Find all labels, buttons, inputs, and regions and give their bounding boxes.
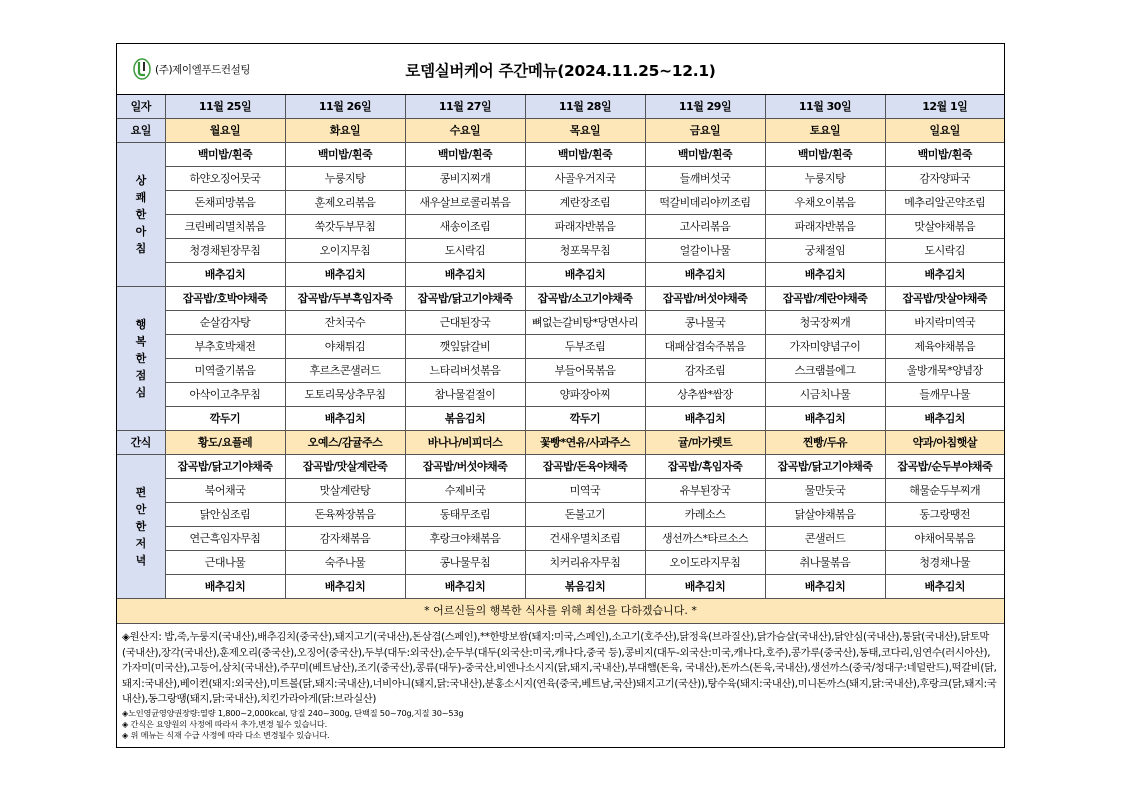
- snack-cell: 오예스/감귤주스: [285, 431, 405, 455]
- breakfast-menu-item: 콩비지찌개: [405, 167, 525, 191]
- breakfast-menu-item: 들깨버섯국: [645, 167, 765, 191]
- dinner-menu-item: 생선까스*타르소스: [645, 527, 765, 551]
- breakfast-menu-item: 배추김치: [405, 263, 525, 287]
- lunch-label-char: 복: [135, 335, 146, 348]
- breakfast-menu-item: 백미밥/흰죽: [405, 143, 525, 167]
- lunch-menu-item: 도토리묵상추무침: [285, 383, 405, 407]
- day-cell: 일요일: [885, 119, 1004, 143]
- breakfast-label: [117, 143, 165, 287]
- breakfast-menu-item: 백미밥/흰죽: [765, 143, 885, 167]
- breakfast-menu-item: 청경채된장무침: [165, 239, 285, 263]
- dinner-label-char: 한: [135, 520, 146, 533]
- dinner-menu-item: 해물순두부찌개: [885, 479, 1004, 503]
- lunch-menu-item: 스크램블에그: [765, 359, 885, 383]
- dinner-menu-item: 수제비국: [405, 479, 525, 503]
- lunch-menu-item: 청국장찌개: [765, 311, 885, 335]
- dinner-row: [117, 551, 1004, 575]
- dinner-menu-item: 콘샐러드: [765, 527, 885, 551]
- dinner-row: [117, 479, 1004, 503]
- breakfast-menu-item: 크린베리멸치볶음: [165, 215, 285, 239]
- lunch-menu-item: 상추쌈*쌈장: [645, 383, 765, 407]
- lunch-row: [117, 383, 1004, 407]
- breakfast-menu-item: 배추김치: [645, 263, 765, 287]
- page-title: 로뎀실버케어 주간메뉴(2024.11.25~12.1): [405, 62, 716, 80]
- date-cell: 11월 30일: [765, 95, 885, 119]
- dinner-label-char: 저: [135, 537, 146, 550]
- breakfast-menu-item: 떡갈비데리야끼조림: [645, 191, 765, 215]
- day-cell: 월요일: [165, 119, 285, 143]
- dinner-row: [117, 503, 1004, 527]
- dinner-menu-item: 돈불고기: [525, 503, 645, 527]
- breakfast-menu-item: 백미밥/흰죽: [285, 143, 405, 167]
- dinner-menu-item: 배추김치: [165, 575, 285, 599]
- breakfast-label-char: 상: [135, 174, 146, 187]
- lunch-menu-item: 깍두기: [525, 407, 645, 431]
- dinner-menu-item: 오이도라지무침: [645, 551, 765, 575]
- breakfast-menu-item: 파래자반볶음: [765, 215, 885, 239]
- dinner-menu-item: 미역국: [525, 479, 645, 503]
- dinner-label-char: 녁: [135, 554, 146, 567]
- snack-cell: 황도/요플레: [165, 431, 285, 455]
- lunch-menu-item: 잡곡밥/호박야채죽: [165, 287, 285, 311]
- dinner-menu-item: 근대나물: [165, 551, 285, 575]
- lunch-menu-item: 들깨무나물: [885, 383, 1004, 407]
- breakfast-menu-item: 오이지무침: [285, 239, 405, 263]
- date-cell: 11월 26일: [285, 95, 405, 119]
- breakfast-menu-item: 쑥갓두부무침: [285, 215, 405, 239]
- dinner-menu-item: 북어채국: [165, 479, 285, 503]
- lunch-menu-item: 바지락미역국: [885, 311, 1004, 335]
- dinner-menu-item: 잡곡밥/흑임자죽: [645, 455, 765, 479]
- menu-sheet: [116, 43, 1005, 748]
- dinner-label-char: 안: [135, 503, 146, 516]
- snack-row: [117, 431, 1004, 455]
- notes-section: [117, 624, 1004, 741]
- dinner-menu-item: 잡곡밥/돈육야채죽: [525, 455, 645, 479]
- date-label: 일자: [117, 95, 165, 119]
- snack-cell: 약과/아침햇살: [885, 431, 1004, 455]
- dinner-row: [117, 575, 1004, 599]
- breakfast-menu-item: 누룽지탕: [285, 167, 405, 191]
- breakfast-menu-item: 백미밥/흰죽: [645, 143, 765, 167]
- lunch-menu-item: 볶음김치: [405, 407, 525, 431]
- dinner-menu-item: 숙주나물: [285, 551, 405, 575]
- footer-message: * 어르신들의 행복한 식사를 위해 최선을 다하겠습니다. *: [117, 599, 1004, 624]
- lunch-menu-item: 대패삼겹숙주볶음: [645, 335, 765, 359]
- breakfast-menu-item: 맛살야채볶음: [885, 215, 1004, 239]
- dinner-menu-item: 청경채나물: [885, 551, 1004, 575]
- lunch-menu-item: 깍두기: [165, 407, 285, 431]
- lunch-menu-item: 감자조림: [645, 359, 765, 383]
- lunch-row: [117, 407, 1004, 431]
- message-row: [117, 599, 1004, 624]
- lunch-menu-item: 후르츠콘샐러드: [285, 359, 405, 383]
- breakfast-menu-item: 새우살브로콜리볶음: [405, 191, 525, 215]
- breakfast-row: [117, 143, 1004, 167]
- lunch-menu-item: 콩나물국: [645, 311, 765, 335]
- dinner-menu-item: 배추김치: [285, 575, 405, 599]
- breakfast-row: [117, 239, 1004, 263]
- dinner-menu-item: 배추김치: [885, 575, 1004, 599]
- day-cell: 토요일: [765, 119, 885, 143]
- dinner-menu-item: 동태무조림: [405, 503, 525, 527]
- breakfast-menu-item: 고사리볶음: [645, 215, 765, 239]
- breakfast-menu-item: 도시락김: [885, 239, 1004, 263]
- dinner-menu-item: 맛살계란탕: [285, 479, 405, 503]
- dinner-label: [117, 455, 165, 599]
- date-cell: 11월 29일: [645, 95, 765, 119]
- dinner-menu-item: 잡곡밥/닭고기야채죽: [165, 455, 285, 479]
- weekly-menu-table: [117, 95, 1004, 624]
- breakfast-menu-item: 배추김치: [525, 263, 645, 287]
- dinner-menu-item: 후랑크야채볶음: [405, 527, 525, 551]
- lunch-menu-item: 양파장아찌: [525, 383, 645, 407]
- breakfast-menu-item: 궁채절임: [765, 239, 885, 263]
- breakfast-row: [117, 191, 1004, 215]
- lunch-menu-item: 잡곡밥/두부흑임자죽: [285, 287, 405, 311]
- lunch-menu-item: 미역줄기볶음: [165, 359, 285, 383]
- lunch-menu-item: 잡곡밥/버섯야채죽: [645, 287, 765, 311]
- breakfast-menu-item: 감자양파국: [885, 167, 1004, 191]
- lunch-menu-item: 잡곡밥/닭고기야채죽: [405, 287, 525, 311]
- nutrition-note: ◈노인영균영양권장량:열량 1,800~2,000kcal, 당질 240~300g, 단백질 50~70g,지질 30~53g: [122, 707, 464, 718]
- snack-label: 간식: [117, 431, 165, 455]
- dinner-menu-item: 잡곡밥/버섯야채죽: [405, 455, 525, 479]
- breakfast-menu-item: 계란장조림: [525, 191, 645, 215]
- lunch-menu-item: 참나물겉절이: [405, 383, 525, 407]
- company-name: (주)제이엘푸드컨설팅: [155, 63, 251, 76]
- dinner-menu-item: 잡곡밥/닭고기야채죽: [765, 455, 885, 479]
- lunch-label-char: 심: [135, 386, 146, 399]
- date-cell: 11월 28일: [525, 95, 645, 119]
- lunch-menu-item: 아삭이고추무침: [165, 383, 285, 407]
- lunch-menu-item: 배추김치: [885, 407, 1004, 431]
- day-cell: 수요일: [405, 119, 525, 143]
- breakfast-menu-item: 배추김치: [165, 263, 285, 287]
- lunch-menu-item: 근대된장국: [405, 311, 525, 335]
- lunch-menu-item: 잡곡밥/소고기야채죽: [525, 287, 645, 311]
- lunch-menu-item: 제육야채볶음: [885, 335, 1004, 359]
- dinner-menu-item: 배추김치: [765, 575, 885, 599]
- snack-cell: 바나나/비피더스: [405, 431, 525, 455]
- dinner-menu-item: 감자채볶음: [285, 527, 405, 551]
- lunch-row: [117, 359, 1004, 383]
- breakfast-menu-item: 백미밥/흰죽: [885, 143, 1004, 167]
- lunch-menu-item: 뼈없는갈비탕*당면사리: [525, 311, 645, 335]
- dinner-menu-item: 콩나물무침: [405, 551, 525, 575]
- date-cell: 11월 25일: [165, 95, 285, 119]
- dinner-menu-item: 잡곡밥/순두부야채죽: [885, 455, 1004, 479]
- lunch-menu-item: 시금치나물: [765, 383, 885, 407]
- breakfast-menu-item: 배추김치: [285, 263, 405, 287]
- lunch-row: [117, 287, 1004, 311]
- date-row: [117, 95, 1004, 119]
- lunch-menu-item: 울방개묵*양념장: [885, 359, 1004, 383]
- dinner-row: [117, 455, 1004, 479]
- dinner-menu-item: 잡곡밥/맛살계란죽: [285, 455, 405, 479]
- dinner-row: [117, 527, 1004, 551]
- lunch-menu-item: 깻잎닭갈비: [405, 335, 525, 359]
- dinner-menu-item: 닭안심조림: [165, 503, 285, 527]
- breakfast-label-char: 한: [135, 208, 146, 221]
- origin-notice: ◈원산지: 밥,죽,누룽지(국내산),배추김치(중국산),돼지고기(국내산),돈삼겹(스페인),**한방보쌈(돼지:미국,스페인),소고기(호주산),닭정육(브라질산),닭가슴살(국내산),닭안심(국내산),통닭(국내산),닭토막(국내산),장각(국내산),훈제오리(중국산),오징어(중국산),두부(대두:외국산),순두부(대두(외국산:미국,캐나다,중국 등),콩비지(대두-외국산:미국,캐나다,호주),콩가루(중국산),동태,코다리,임연수(러시아산),가자미(미국산),고등어,삼치(국내산),주꾸미(베트남산),조기(중국산),콩류(대두)-중국산,비엔나소시지(닭,돼지,국내산),부대햄(돈육, 국내산),돈까스(돈육,국내산),생선까스(중국/청대구:네덜란드),떡갈비(닭,돼지:국내산),베이컨(돼지:외국산),미트볼(닭,돼지:국내산),너비아니(돼지,닭:국내산),분홍소시지(연육(중국,베트남,국산)돼지고기(국산)),탕수육(돼지:국내산),미니돈까스(돼지,닭:국내산),후랑크(닭,돼지:국내산),동그랑땡(돼지,닭:국내산),치킨가라아게(닭:브라실산): [122, 631, 997, 705]
- lunch-menu-item: 배추김치: [645, 407, 765, 431]
- snack-cell: 꽃빵*연유/사과주스: [525, 431, 645, 455]
- lunch-menu-item: 두부조림: [525, 335, 645, 359]
- breakfast-menu-item: 얼갈이나물: [645, 239, 765, 263]
- lunch-menu-item: 잡곡밥/맛살야채죽: [885, 287, 1004, 311]
- day-cell: 금요일: [645, 119, 765, 143]
- lunch-menu-item: 부추호박채전: [165, 335, 285, 359]
- day-label: 요일: [117, 119, 165, 143]
- date-cell: 12월 1일: [885, 95, 1004, 119]
- lunch-menu-item: 배추김치: [285, 407, 405, 431]
- breakfast-menu-item: 백미밥/흰죽: [165, 143, 285, 167]
- dinner-menu-item: 물만둣국: [765, 479, 885, 503]
- breakfast-label-char: 아: [135, 225, 146, 238]
- breakfast-menu-item: 누룽지탕: [765, 167, 885, 191]
- breakfast-row: [117, 167, 1004, 191]
- lunch-row: [117, 335, 1004, 359]
- lunch-label-char: 점: [135, 369, 146, 382]
- lunch-menu-item: 부들어묵볶음: [525, 359, 645, 383]
- day-cell: 목요일: [525, 119, 645, 143]
- breakfast-menu-item: 도시락김: [405, 239, 525, 263]
- date-cell: 11월 27일: [405, 95, 525, 119]
- lunch-row: [117, 311, 1004, 335]
- snack-note: ◈ 간식은 요양원의 사정에 따라서 추가,변경 될수 있습니다.: [122, 718, 328, 729]
- dinner-menu-item: 유부된장국: [645, 479, 765, 503]
- breakfast-row: [117, 263, 1004, 287]
- breakfast-menu-item: 배추김치: [765, 263, 885, 287]
- breakfast-menu-item: 우채오이볶음: [765, 191, 885, 215]
- lunch-menu-item: 잡곡밥/계란야채죽: [765, 287, 885, 311]
- snack-cell: 귤/마가렛트: [645, 431, 765, 455]
- day-row: [117, 119, 1004, 143]
- breakfast-menu-item: 돈채피망볶음: [165, 191, 285, 215]
- lunch-label: [117, 287, 165, 431]
- day-cell: 화요일: [285, 119, 405, 143]
- dinner-label-char: 편: [135, 486, 146, 499]
- lunch-menu-item: 배추김치: [765, 407, 885, 431]
- breakfast-label-char: 쾌: [135, 191, 146, 204]
- breakfast-row: [117, 215, 1004, 239]
- breakfast-menu-item: 하얀오징어뭇국: [165, 167, 285, 191]
- dinner-menu-item: 치커리유자무침: [525, 551, 645, 575]
- lunch-menu-item: 야채튀김: [285, 335, 405, 359]
- snack-cell: 찐빵/두유: [765, 431, 885, 455]
- dinner-menu-item: 연근흑임자무침: [165, 527, 285, 551]
- breakfast-label-char: 침: [135, 242, 146, 255]
- dinner-menu-item: 돈육짜장볶음: [285, 503, 405, 527]
- lunch-menu-item: 잔치국수: [285, 311, 405, 335]
- menu-change-note: ◈ 위 메뉴는 식재 수급 사정에 따라 다소 변경될수 있습니다.: [122, 729, 330, 740]
- lunch-label-char: 한: [135, 352, 146, 365]
- dinner-menu-item: 동그랑땡전: [885, 503, 1004, 527]
- dinner-menu-item: 야채어묵볶음: [885, 527, 1004, 551]
- dinner-menu-item: 카레소스: [645, 503, 765, 527]
- breakfast-menu-item: 청포묵무침: [525, 239, 645, 263]
- lunch-menu-item: 순살감자탕: [165, 311, 285, 335]
- lunch-menu-item: 가자미양념구이: [765, 335, 885, 359]
- dinner-menu-item: 닭살야채볶음: [765, 503, 885, 527]
- lunch-menu-item: 느타리버섯볶음: [405, 359, 525, 383]
- dinner-menu-item: 취나물볶음: [765, 551, 885, 575]
- dinner-menu-item: 배추김치: [405, 575, 525, 599]
- breakfast-menu-item: 파래자반볶음: [525, 215, 645, 239]
- breakfast-menu-item: 메추리알곤약조림: [885, 191, 1004, 215]
- lunch-label-char: 행: [135, 318, 146, 331]
- sheet-header: [117, 44, 1004, 95]
- breakfast-menu-item: 사골우거지국: [525, 167, 645, 191]
- dinner-menu-item: 볶음김치: [525, 575, 645, 599]
- breakfast-menu-item: 백미밥/흰죽: [525, 143, 645, 167]
- breakfast-menu-item: 배추김치: [885, 263, 1004, 287]
- breakfast-menu-item: 훈제오리볶음: [285, 191, 405, 215]
- breakfast-menu-item: 새송이조림: [405, 215, 525, 239]
- dinner-menu-item: 건새우멸치조림: [525, 527, 645, 551]
- dinner-menu-item: 배추김치: [645, 575, 765, 599]
